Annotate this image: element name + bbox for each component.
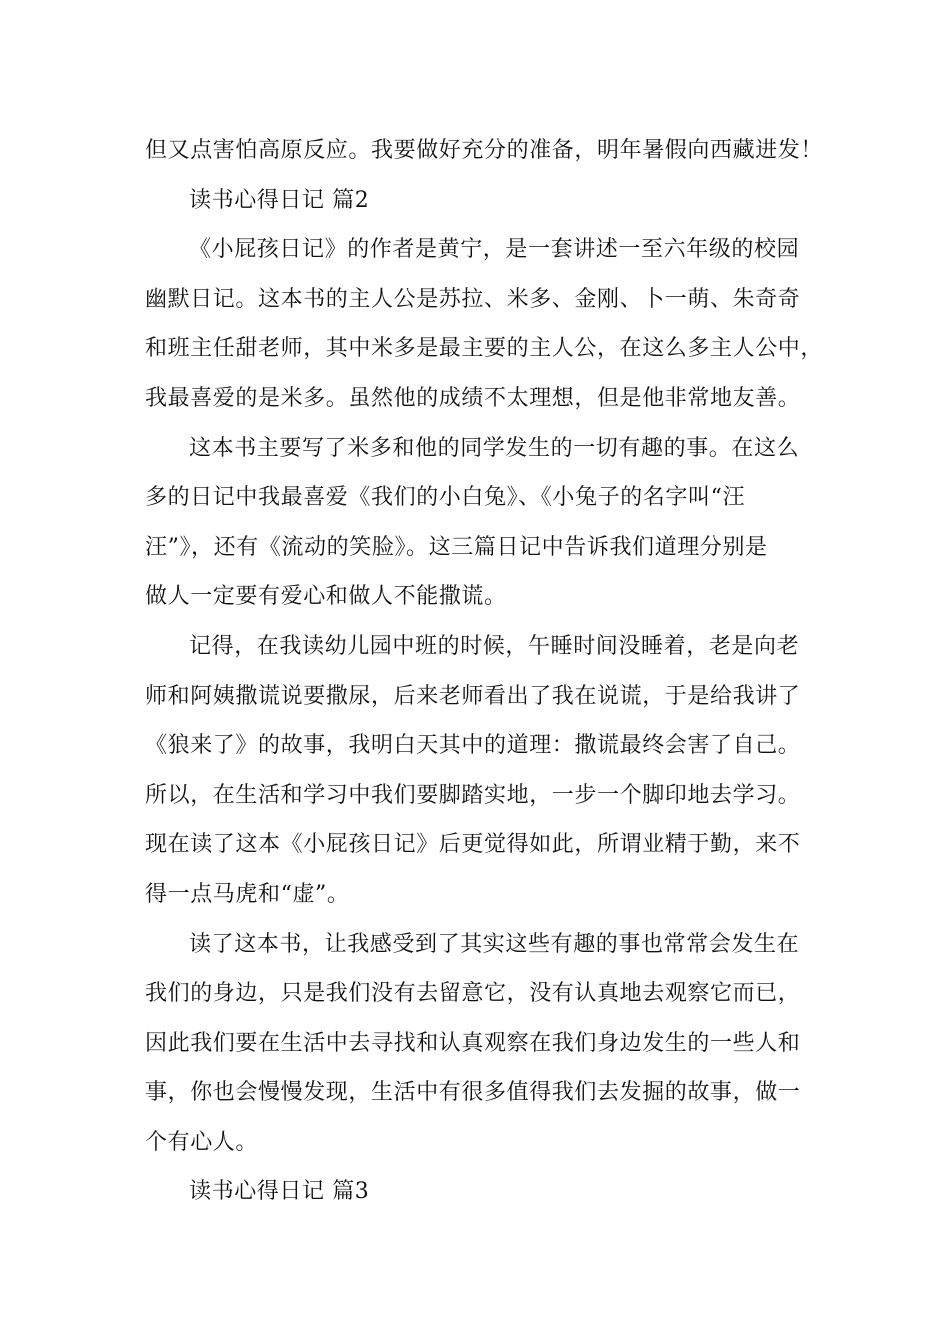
document-body <box>145 126 824 1217</box>
paragraph-line: 《狼来了》的故事，我明白天其中的道理：撒谎最终会害了自己。 <box>145 733 801 759</box>
paragraph-line: 所以，在生活和学习中我们要脚踏实地，一步一个脚印地去学习。 <box>145 782 801 808</box>
paragraph-line: 师和阿姨撒谎说要撒尿，后来老师看出了我在说谎，于是给我讲了 <box>145 683 801 709</box>
paragraph-line: 我们的身边，只是我们没有去留意它，没有认真地去观察它而已， <box>145 981 801 1007</box>
paragraph-line: 记得，在我读幼儿园中班的时候，午睡时间没睡着，老是向老 <box>189 633 800 659</box>
paragraph-line: 这本书主要写了米多和他的同学发生的一切有趣的事。在这么 <box>189 435 800 461</box>
paragraph-line: 汪”》，还有《流动的笑脸》。这三篇日记中告诉我们道理分别是 <box>145 534 768 560</box>
paragraph-line: 现在读了这本《小屁孩日记》后更觉得如此，所谓业精于勤，来不 <box>145 832 801 858</box>
section-heading: 读书心得日记 篇3 <box>189 1179 370 1205</box>
paragraph-line: 事，你也会慢慢发现，生活中有很多值得我们去发掘的故事，做一 <box>145 1080 801 1106</box>
paragraph-line: 《小屁孩日记》的作者是黄宁，是一套讲述一至六年级的校园 <box>189 237 800 263</box>
paragraph-line: 做人一定要有爱心和做人不能撒谎。 <box>145 584 507 610</box>
paragraph-line: 和班主任甜老师，其中米多是最主要的主人公，在这么多主人公中， <box>145 336 824 362</box>
paragraph-line: 多的日记中我最喜爱《我们的小白兔》、《小兔子的名字叫“汪 <box>145 485 746 511</box>
section-heading: 读书心得日记 篇2 <box>189 187 370 213</box>
paragraph-line: 因此我们要在生活中去寻找和认真观察在我们身边发生的一些人和 <box>145 1030 801 1056</box>
paragraph-line: 读了这本书，让我感受到了其实这些有趣的事也常常会发生在 <box>189 931 800 957</box>
paragraph-line: 我最喜爱的是米多。虽然他的成绩不太理想，但是他非常地友善。 <box>145 385 801 411</box>
paragraph-line: 幽默日记。这本书的主人公是苏拉、米多、金刚、卜一萌、朱奇奇 <box>145 286 801 312</box>
paragraph-line: 个有心人。 <box>145 1129 259 1155</box>
paragraph-line: 得一点马虎和“虚”。 <box>145 881 350 907</box>
paragraph-line: 但又点害怕高原反应。我要做好充分的准备，明年暑假向西藏进发！ <box>145 138 824 163</box>
